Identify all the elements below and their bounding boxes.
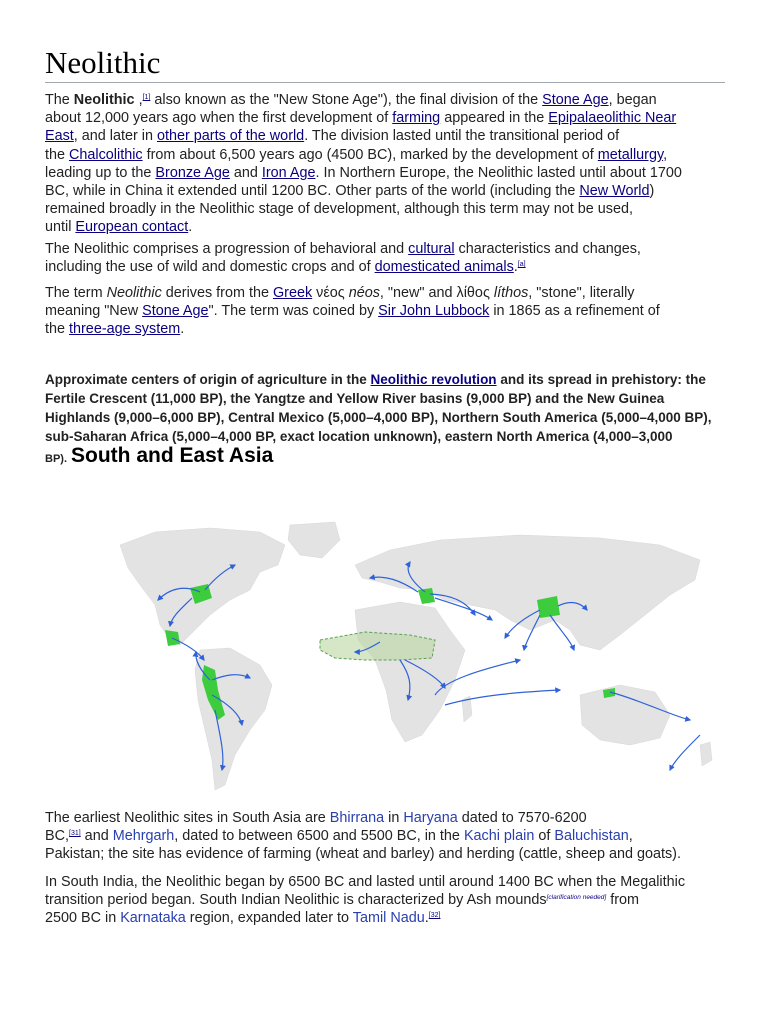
term-italic: Neolithic: [106, 285, 162, 301]
text: dated to 7570-6200: [457, 810, 587, 826]
text: including the use of wild and domestic crops and of: [45, 259, 375, 276]
text: BC, while in China it extended until 1200 BC. Other parts of the world (including the: [45, 183, 580, 200]
link-haryana[interactable]: Haryana: [403, 810, 458, 826]
reference-link[interactable]: [1]: [142, 94, 151, 101]
text: The: [45, 92, 74, 108]
link-epipalaeolithic[interactable]: Epipalaeolithic Near: [548, 110, 677, 127]
text: transition period began. South Indian Neolithic is characterized by Ash mounds: [45, 892, 547, 909]
text: leading up to the: [45, 164, 156, 181]
text: remained broadly in the Neolithic stage of development, although this term may not be used,: [45, 201, 633, 218]
link-mehrgarh[interactable]: Mehrgarh: [112, 828, 175, 845]
link-european-contact[interactable]: European contact: [75, 219, 189, 236]
text: the: [45, 321, 70, 338]
link-new-world[interactable]: New World: [579, 183, 650, 200]
text: ,: [663, 146, 668, 163]
term-italic: líthos: [493, 285, 529, 301]
link-john-lubbock[interactable]: Sir John Lubbock: [378, 303, 490, 320]
text: .: [424, 910, 429, 927]
text: and: [229, 164, 262, 181]
text: .: [188, 219, 193, 236]
term-bold: Neolithic: [73, 92, 135, 108]
link-stone-age-2[interactable]: Stone Age: [142, 303, 209, 320]
clarification-needed-tag[interactable]: [clarification needed]: [546, 894, 607, 902]
text: , "new" and λίθος: [379, 285, 494, 301]
text: ): [649, 183, 655, 200]
text: BP).: [45, 453, 67, 465]
text: , dated to between 6500 and 5500 BC, in the: [174, 828, 464, 845]
text: .: [180, 321, 185, 338]
text: 2500 BC in: [45, 910, 121, 927]
australia: [580, 685, 670, 745]
text: derives from the: [161, 285, 273, 301]
text: meaning "New: [45, 303, 143, 320]
comprises-paragraph: [45, 240, 725, 276]
text: In South India, the Neolithic began by 6500 BC and lasted until around 1400 BC when the Megalithic: [45, 874, 686, 890]
link-metallurgy[interactable]: metallurgy: [597, 146, 664, 163]
agriculture-spread-map: [100, 520, 720, 800]
text: νέος: [312, 285, 349, 301]
page-title: Neolithic: [45, 45, 161, 80]
text: and: [80, 828, 113, 845]
link-domesticated-animals[interactable]: domesticated animals: [374, 259, 514, 276]
etymology-paragraph: [45, 284, 725, 339]
text: . In Northern Europe, the Neolithic lasted until about 1700: [315, 164, 682, 181]
link-stone-age[interactable]: Stone Age: [542, 92, 609, 108]
text: Approximate centers of origin of agriculture in the: [45, 372, 371, 387]
reference-32[interactable]: [429, 912, 441, 919]
title-divider: [45, 82, 725, 83]
link-karnataka[interactable]: Karnataka: [120, 910, 186, 927]
africa: [355, 602, 465, 742]
link-bhirrana[interactable]: Bhirrana: [329, 810, 385, 826]
text: ,: [628, 828, 633, 845]
reference-link[interactable]: [32]: [428, 912, 441, 920]
map-caption: [45, 370, 725, 469]
link-tamil-nadu[interactable]: Tamil Nadu: [352, 910, 425, 927]
link-greek[interactable]: Greek: [272, 285, 313, 301]
reference-31[interactable]: [69, 830, 81, 837]
link-three-age-system[interactable]: three-age system: [69, 321, 181, 338]
text: in: [384, 810, 404, 826]
text: region, expanded later to: [185, 910, 353, 927]
link-neolithic-revolution[interactable]: Neolithic revolution: [370, 372, 497, 387]
link-cultural[interactable]: cultural: [408, 241, 455, 257]
text: appeared in the: [440, 110, 549, 127]
text: from about 6,500 years ago (4500 BC), marked by the development of: [142, 146, 598, 163]
intro-paragraph: [45, 91, 725, 237]
text: The earliest Neolithic sites in South Asia are: [45, 810, 330, 826]
greenland: [288, 522, 340, 558]
link-chalcolithic[interactable]: Chalcolithic: [69, 146, 143, 163]
text: , and later in: [73, 128, 157, 145]
text: and its spread in prehistory: the Fertile Crescent (11,000 BP), the Yangtze and Yellow River basins (9,000 BP) and the New Guinea Highlands (9,000–6,000 BP), Central Mexico (5,000–4,000 BP), Northern South America (5,000–4,000 BP), sub-Saharan Africa (5,000–4,000 BP, exact location unknown), eastern North America (4,000–3,000: [45, 372, 712, 444]
link-kachi-plain[interactable]: Kachi plain: [463, 828, 535, 845]
text: Pakistan; the site has evidence of farming (wheat and barley) and herding (cattle, sheep and goats).: [45, 846, 681, 863]
spread-arrow: [670, 735, 700, 770]
text: , "stone", literally: [528, 285, 635, 301]
text: about 12,000 years ago when the first development of: [45, 110, 393, 127]
text: ,: [134, 92, 143, 108]
text: until: [45, 219, 76, 236]
text: also known as the "New Stone Age"), the final division of the: [150, 92, 543, 108]
text: of: [534, 828, 555, 845]
text: the: [45, 146, 70, 163]
reference-a[interactable]: [518, 261, 526, 268]
link-farming[interactable]: farming: [392, 110, 441, 127]
section-heading: South and East Asia: [71, 444, 274, 467]
origin-fertile-crescent: [418, 588, 435, 604]
text: The Neolithic comprises a progression of behavioral and: [45, 241, 409, 257]
south-asia-paragraph: [45, 809, 725, 864]
link-iron-age[interactable]: Iron Age: [261, 164, 316, 181]
text: characteristics and changes,: [454, 241, 641, 257]
text: ". The term was coined by: [208, 303, 379, 320]
reference-link[interactable]: [a]: [517, 261, 526, 269]
text: from: [606, 892, 639, 909]
text: in 1865 as a refinement of: [489, 303, 660, 320]
text: , began: [608, 92, 657, 108]
link-baluchistan[interactable]: Baluchistan: [554, 828, 629, 845]
link-epipalaeolithic-east[interactable]: East: [45, 128, 74, 145]
new-zealand: [700, 742, 712, 766]
text: . The division lasted until the transitional period of: [304, 128, 620, 145]
text: The term: [45, 285, 107, 301]
link-other-parts[interactable]: other parts of the world: [157, 128, 305, 145]
link-bronze-age[interactable]: Bronze Age: [155, 164, 230, 181]
text: .: [513, 259, 518, 276]
south-india-paragraph: [45, 873, 725, 928]
reference-link[interactable]: [31]: [69, 830, 81, 838]
term-italic: néos: [348, 285, 380, 301]
text: BC,: [45, 828, 69, 845]
